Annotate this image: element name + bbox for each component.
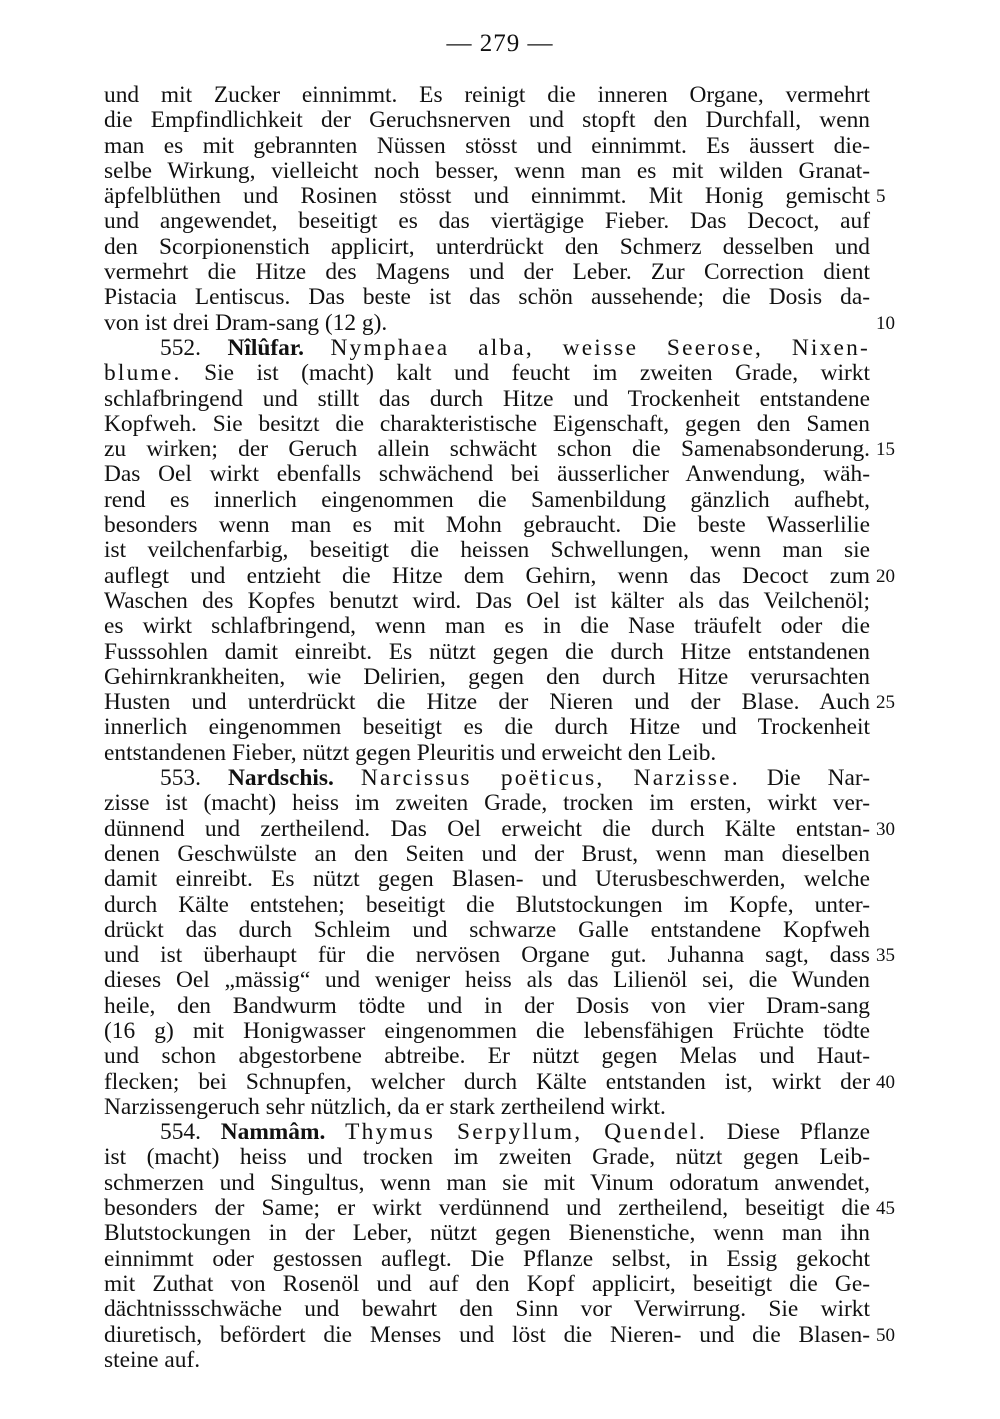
line-text: diuretisch, befördert die Menses und löst die Nieren- und die Blasen- xyxy=(104,1321,870,1348)
text-line xyxy=(104,1044,870,1069)
text-line xyxy=(104,1297,870,1322)
line-text: einnimmt oder gestossen auflegt. Die Pflanze selbst, in Essig gekocht xyxy=(104,1245,870,1272)
text-line xyxy=(104,311,870,336)
line-text: und ist überhaupt für die nervösen Organe gut. Juhanna sagt, dass xyxy=(104,942,870,969)
text-line xyxy=(104,285,870,310)
line-text: Kopfweh. Sie besitzt die charakteristische Eigenschaft, gegen den Samen xyxy=(104,410,870,437)
text-line xyxy=(104,564,870,589)
text-line xyxy=(104,640,870,665)
margin-line-number: 45 xyxy=(876,1198,895,1220)
text-line xyxy=(104,715,870,740)
page-number: — 279 — xyxy=(446,30,554,57)
text-line xyxy=(104,1095,870,1120)
text-line xyxy=(104,159,870,184)
margin-line-number: 40 xyxy=(876,1071,895,1093)
text-line xyxy=(104,893,870,918)
line-text: Pistacia Lentiscus. Das beste ist das schön aussehende; die Dosis da- xyxy=(104,284,870,311)
text-line xyxy=(104,817,870,842)
entry-heading: Nammâm. xyxy=(220,1119,326,1146)
text-line xyxy=(104,462,870,487)
text-line xyxy=(104,766,870,791)
line-text: durch Kälte entstehen; beseitigt die Blutstockungen im Kopfe, unter- xyxy=(104,891,870,918)
text-line xyxy=(104,108,870,133)
line-text: damit einreibt. Es nützt gegen Blasen- und Uterusbeschwerden, welche xyxy=(104,866,870,893)
line-text: und schon abgestorbene abtreibe. Er nützt gegen Melas und Haut- xyxy=(104,1043,870,1070)
line-text: flecken; bei Schnupfen, welcher durch Kälte entstanden ist, wirkt der xyxy=(104,1068,870,1095)
text-line xyxy=(104,690,870,715)
text-line xyxy=(104,1145,870,1170)
line-text: schmerzen und Singultus, wenn man sie mit Vinum odoratum anwendet, xyxy=(104,1169,870,1196)
text-line xyxy=(104,1019,870,1044)
text-line xyxy=(104,1272,870,1297)
line-text: (16 g) mit Honigwasser eingenommen die lebensfähigen Früchte tödte xyxy=(104,1017,870,1044)
text-line xyxy=(104,1120,870,1145)
text-line xyxy=(104,361,870,386)
line-text: besonders wenn man es mit Mohn gebraucht. Die beste Wasserlilie xyxy=(104,512,870,539)
line-text: vermehrt die Hitze des Magens und der Leber. Zur Correction dient xyxy=(104,259,870,286)
margin-line-number: 20 xyxy=(876,565,895,587)
text-line xyxy=(104,260,870,285)
body-text xyxy=(104,83,870,1373)
text-line xyxy=(104,134,870,159)
entry-heading: Nardschis. xyxy=(227,765,334,792)
text-line xyxy=(104,1171,870,1196)
line-text: Narzissengeruch sehr nützlich, da er stark zertheilend wirkt. xyxy=(104,1093,666,1120)
text-line xyxy=(104,412,870,437)
line-text: äpfelblüthen und Rosinen stösst und einnimmt. Mit Honig gemischt xyxy=(104,183,870,210)
line-text: denen Geschwülste an den Seiten und der Brust, wenn man dieselben xyxy=(104,840,870,867)
text-line xyxy=(104,209,870,234)
line-text: und mit Zucker einnimmt. Es reinigt die inneren Organe, vermehrt xyxy=(104,82,870,108)
text-line xyxy=(104,83,870,108)
text-line xyxy=(104,1070,870,1095)
margin-line-number: 35 xyxy=(876,945,895,967)
text-line xyxy=(104,387,870,412)
line-text: Die Nar- xyxy=(766,765,871,792)
text-line xyxy=(104,336,870,361)
entry-latin-name: Thymus Serpyllum, Quendel. xyxy=(345,1119,707,1146)
text-line xyxy=(104,1247,870,1272)
line-text: und angewendet, beseitigt es das viertägige Fieber. Das Decoct, auf xyxy=(104,208,870,235)
margin-line-number: 10 xyxy=(876,312,895,334)
margin-line-number: 30 xyxy=(876,818,895,840)
line-text: besonders der Same; er wirkt verdünnend und zertheilend, beseitigt die xyxy=(104,1195,870,1222)
margin-line-number: 25 xyxy=(876,692,895,714)
line-text: entstandenen Fieber, nützt gegen Pleuritis und erweicht den Leib. xyxy=(104,739,717,766)
line-text: Blutstockungen in der Leber, nützt gegen Bienenstiche, wenn man ihn xyxy=(104,1220,870,1247)
line-text: ist veilchenfarbig, beseitigt die heissen Schwellungen, wenn man sie xyxy=(104,537,870,564)
text-line xyxy=(104,589,870,614)
entry-latin-name: Nymphaea alba, weisse Seerose, Nixen- xyxy=(330,334,870,361)
line-text: Gehirnkrankheiten, wie Delirien, gegen den durch Hitze verursachten xyxy=(104,663,870,690)
text-line xyxy=(104,741,870,766)
line-text: Husten und unterdrückt die Hitze der Nieren und der Blase. Auch xyxy=(104,689,870,716)
line-text: schlafbringend und stillt das durch Hitze und Trockenheit entstandene xyxy=(104,385,870,412)
line-text: mit Zuthat von Rosenöl und auf den Kopf applicirt, beseitigt die Ge- xyxy=(104,1270,870,1297)
line-text: heile, den Bandwurm tödte und in der Dosis von vier Dram-sang xyxy=(104,992,870,1019)
text-line xyxy=(104,538,870,563)
text-line xyxy=(104,943,870,968)
entry-number: 553. xyxy=(160,765,201,792)
line-text: rend es innerlich eingenommen die Samenbildung gänzlich aufhebt, xyxy=(104,486,870,513)
line-text: Waschen des Kopfes benutzt wird. Das Oel ist kälter als das Veilchenöl; xyxy=(104,587,870,614)
line-text: Diese Pflanze xyxy=(726,1119,870,1146)
line-text: es wirkt schlafbringend, wenn man es in die Nase träufelt oder die xyxy=(104,613,870,640)
entry-number: 554. xyxy=(160,1119,201,1146)
entry-heading: Nîlûfar. xyxy=(227,334,304,361)
line-text: selbe Wirkung, vielleicht noch besser, wenn man es mit wilden Granat- xyxy=(104,157,870,184)
line-text: Fusssohlen damit einreibt. Es nützt gegen die durch Hitze entstandenen xyxy=(104,638,870,665)
line-text: zu wirken; der Geruch allein schwächt schon die Samenabsonderung. xyxy=(104,436,870,463)
text-line xyxy=(104,867,870,892)
margin-line-number: 15 xyxy=(876,439,895,461)
line-text: den Scorpionenstich applicirt, unterdrückt den Schmerz desselben und xyxy=(104,233,870,260)
text-line xyxy=(104,918,870,943)
text-line xyxy=(104,842,870,867)
margin-line-number: 5 xyxy=(876,186,886,208)
margin-line-number: 50 xyxy=(876,1324,895,1346)
text-line xyxy=(104,513,870,538)
entry-latin-name: Narcissus poëticus, Narzisse. xyxy=(360,765,740,792)
text-line xyxy=(104,1221,870,1246)
line-text: von ist drei Dram-sang (12 g). xyxy=(104,309,388,336)
line-text: auflegt und entzieht die Hitze dem Gehirn, wenn das Decoct zum xyxy=(104,562,870,589)
line-text: steine auf. xyxy=(104,1346,201,1373)
text-line xyxy=(104,614,870,639)
entry-number: 552. xyxy=(160,334,201,361)
line-text: dünnend und zertheilend. Das Oel erweicht die durch Kälte entstan- xyxy=(104,815,870,842)
text-line xyxy=(104,791,870,816)
text-line xyxy=(104,1323,870,1348)
line-text: die Empfindlichkeit der Geruchsnerven und stopft den Durchfall, wenn xyxy=(104,107,870,134)
line-text: dieses Oel „mässig“ und weniger heiss als das Lilienöl sei, die Wunden xyxy=(104,967,870,994)
line-text: ist (macht) heiss und trocken im zweiten Grade, nützt gegen Leib- xyxy=(104,1144,870,1171)
line-text: dächtnissschwäche und bewahrt den Sinn vor Verwirrung. Sie wirkt xyxy=(104,1296,870,1323)
text-line xyxy=(104,1196,870,1221)
line-text: man es mit gebrannten Nüssen stösst und einnimmt. Es äussert die- xyxy=(104,132,870,159)
line-text: zisse ist (macht) heiss im zweiten Grade, trocken im ersten, wirkt ver- xyxy=(104,790,870,817)
text-line xyxy=(104,488,870,513)
entry-latin-name: blume. xyxy=(104,360,182,387)
line-text: Das Oel wirkt ebenfalls schwächend bei äusserlicher Anwendung, wäh- xyxy=(104,461,870,488)
text-line xyxy=(104,665,870,690)
line-text: Sie ist (macht) kalt und feucht im zweiten Grade, wirkt xyxy=(204,360,870,387)
text-line xyxy=(104,184,870,209)
text-line xyxy=(104,235,870,260)
line-text: innerlich eingenommen beseitigt es die durch Hitze und Trockenheit xyxy=(104,714,870,741)
text-line xyxy=(104,1348,870,1373)
text-line xyxy=(104,994,870,1019)
line-text: drückt das durch Schleim und schwarze Galle entstandene Kopfweh xyxy=(104,916,870,943)
text-line xyxy=(104,968,870,993)
text-line xyxy=(104,437,870,462)
